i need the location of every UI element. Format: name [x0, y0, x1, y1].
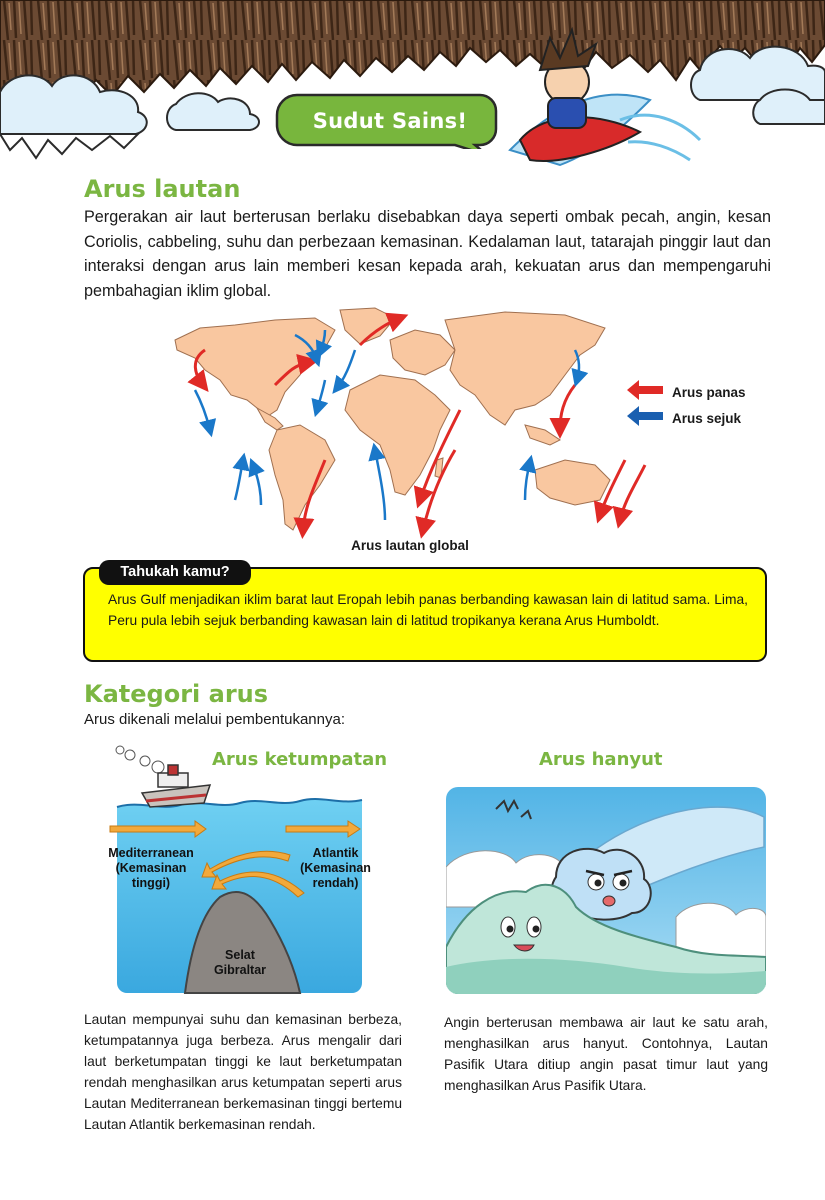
intro-paragraph: Pergerakan air laut berterusan berlaku disebabkan daya seperti ombak pecah, angin, kesan Coriolis, cabbeling, suhu dan perbezaan kemasinan. Kedalaman laut, tatarajah pinggir laut dan interaksi dengan arus lain memberi kesan kepada arah, kekuatan arus dan mempengaruhi pembahagian iklim global.: [84, 208, 771, 300]
gib-line-1: Selat: [225, 948, 255, 962]
med-line-1: Mediterranean: [108, 846, 194, 860]
atl-line-1: Atlantik: [312, 846, 359, 860]
density-current-text: Lautan mempunyai suhu dan kemasinan berbeza, ketumpatannya juga berbeza. Arus mengalir dari laut berketumpatan tinggi ke laut berketumpatan rendah menghasilkan arus ketumpatan seperti arus Lautan Mediterranean berkemasinan tinggi bertemu Lautan Atlantik berkemasinan rendah.: [84, 1012, 402, 1132]
legend-arrows: [625, 378, 665, 438]
med-line-2: (Kemasinan: [115, 861, 187, 875]
fact-box-text: Arus Gulf menjadikan iklim barat laut Eropah lebih panas berbanding kawasan lain di latitud sama. Lima, Peru pula lebih sejuk berbanding kawasan lain di latitud tropikanya kerana Arus Humboldt.: [108, 592, 748, 628]
gibraltar-label: [200, 948, 280, 978]
drift-current-text: Angin berterusan membawa air laut ke satu arah, menghasilkan arus hanyut. Contohnya, Lautan Pasifik Utara ditiup angin pasat timur laut yang menghasilkan Arus Pasifik Utara.: [444, 1015, 768, 1093]
world-currents-map: [165, 300, 665, 540]
mediterranean-label: [91, 846, 211, 891]
section-title-arus-lautan: Arus lautan: [84, 175, 241, 203]
continents: [175, 308, 610, 530]
map-caption: Arus lautan global: [351, 538, 469, 553]
med-line-3: tinggi): [131, 876, 171, 890]
section2-intro: Arus dikenali melalui pembentukannya:: [84, 711, 345, 728]
legend-warm-arrow: [627, 380, 663, 400]
section-title-kategori-arus: Kategori arus: [84, 680, 269, 708]
atlantic-label: [288, 846, 383, 891]
boat: [142, 765, 210, 807]
fact-box-tab: Tahukah kamu?: [99, 560, 251, 585]
gib-line-2: Gibraltar: [213, 963, 267, 977]
drift-current-title: Arus hanyut: [539, 749, 663, 770]
drift-current-illustration: [446, 787, 766, 994]
map-legend: [625, 378, 775, 438]
density-current-title: Arus ketumpatan: [212, 749, 388, 770]
legend-cold-arrow: [627, 406, 663, 426]
legend-warm-label: Arus panas: [672, 385, 746, 400]
atl-line-2: (Kemasinan: [300, 861, 371, 875]
atl-line-3: rendah): [312, 876, 359, 890]
sudut-sains-title: Sudut Sains!: [312, 109, 468, 133]
legend-cold-label: Arus sejuk: [672, 411, 742, 426]
